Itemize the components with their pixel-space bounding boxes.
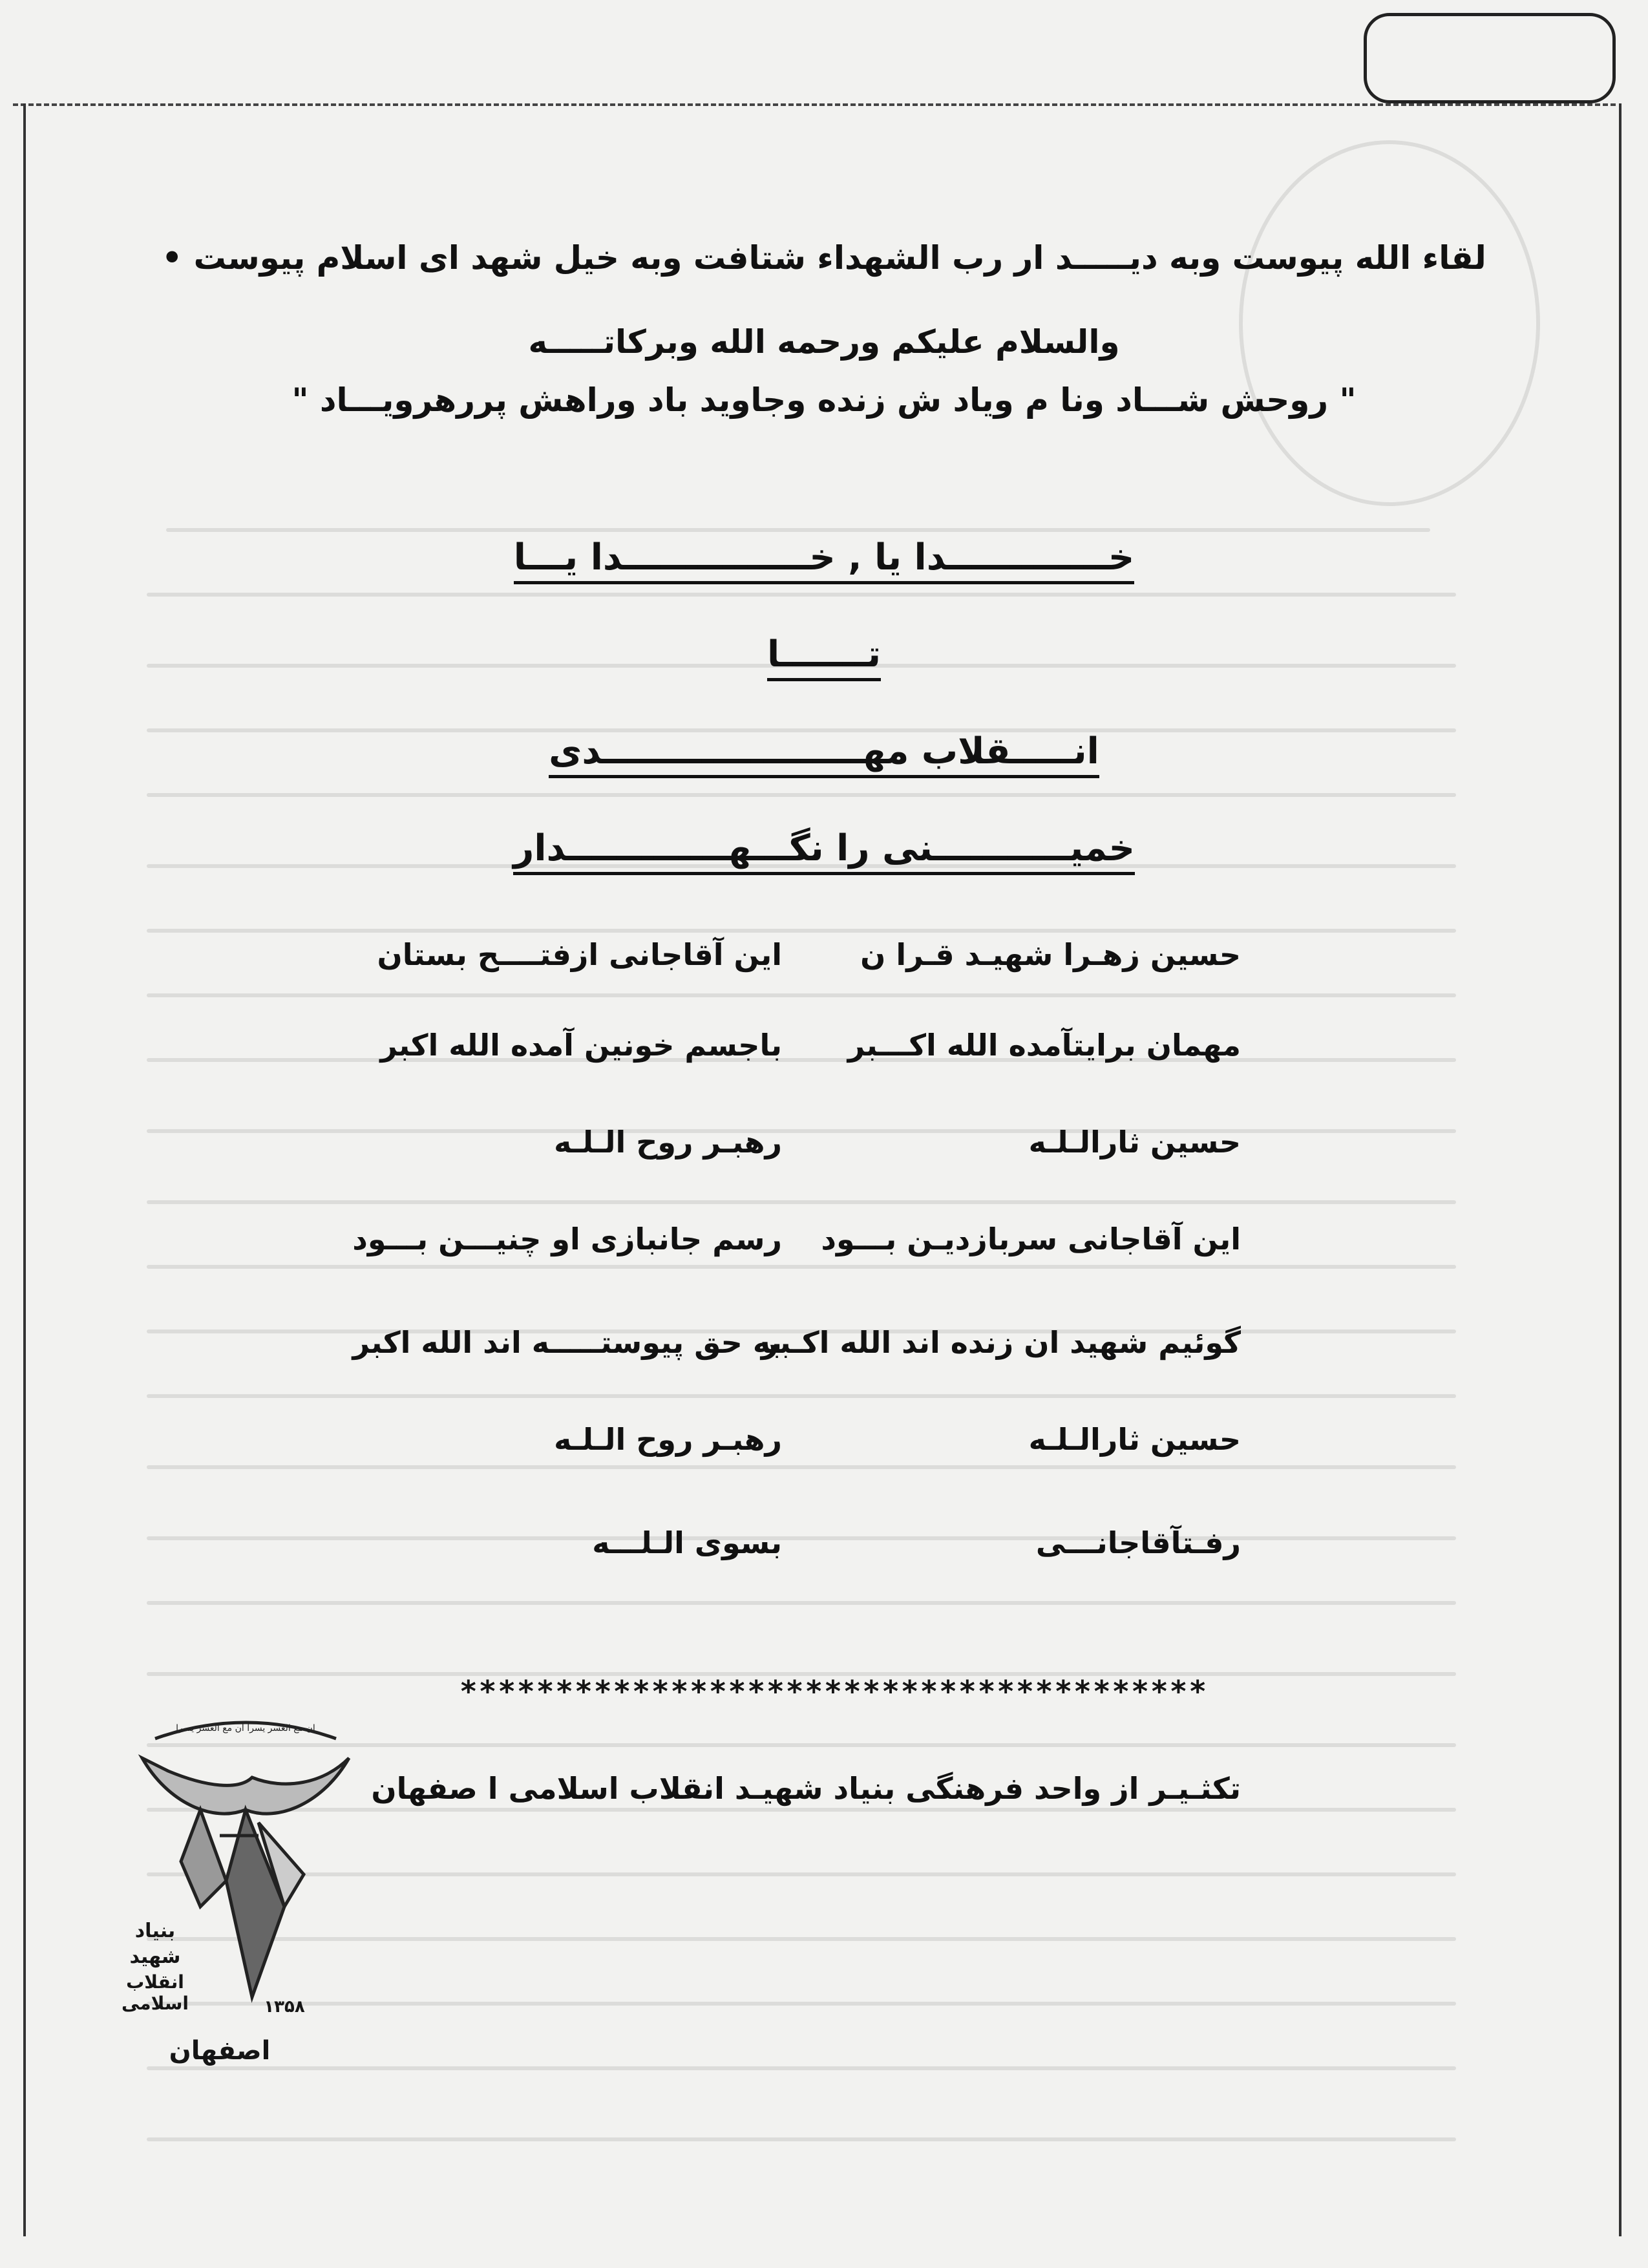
poem-line-6-right: حسین ثارالـلـه [1028, 1422, 1241, 1457]
logo-name-1: بنیاد [134, 1920, 176, 1942]
poem-line-3-left: رهبـر روح الـلـه [554, 1125, 782, 1160]
header-line-1: لقاء الله پیوست وبه دیـــــد ار رب الشهداء شتافت وبه خیل شهد ای اسلام پیوست • [162, 239, 1486, 277]
logo-name-2: شهید [129, 1945, 181, 1968]
poem-line-2-left: باجسم خونین آمده الله اکبر [380, 1028, 782, 1063]
poem-line-7-right: رفـتآقاجانـــی [1035, 1525, 1241, 1560]
slogan-3: انـــــقلاب مهـــــــــــــــــــــدی [0, 730, 1648, 772]
header-line-2: والسلام علیکم ورحمه الله وبرکاتـــــه [528, 323, 1120, 361]
star-separator: *************************************** [459, 1674, 1209, 1709]
slogan-1: خـــــــــــــدا یا , خـــــــــــــــدا یـــا [0, 536, 1648, 578]
poem-line-3-right: حسین ثارالـلـه [1028, 1125, 1241, 1160]
poem-line-1-left: این آقاجانی ازفتــــح بستان [377, 937, 782, 972]
slogan-2: تـــــــا [0, 633, 1648, 675]
poem-line-5-left: به حق پیوستـــــه اند الله اکبر [352, 1325, 782, 1360]
logo-city: اصفهان [169, 2036, 271, 2066]
poem-line-7-left: بسوی الـلـــه [592, 1525, 782, 1560]
footer-credit: تکثـیـر از واحد فرهنگی بنیاد شهیـد انقلاب اسلامی ا صفهان [371, 1771, 1241, 1806]
poem-line-6-left: رهبـر روح الـلـه [554, 1422, 782, 1457]
foundation-logo [121, 1713, 362, 2075]
poem-line-1-right: حسین زهـرا شهیـد قـرا ن [860, 937, 1241, 972]
poem-line-2-right: مهمان برایتآمده الله اکـــبر [847, 1028, 1241, 1063]
logo-name-3: انقلاب اسلامی [121, 1971, 189, 2014]
poem-line-4-right: این آقاجانی سربازدیـن بـــود [821, 1222, 1241, 1256]
header-line-3: " روحش شـــاد ونا م ویاد ش زنده وجاوید باد وراهش پررهرویـــاد " [291, 381, 1357, 419]
slogan-4: خمیـــــــــــنی را نگـــهـــــــــــــدار [0, 827, 1648, 869]
poem-line-4-left: رسم جانبازی او چنیـــن بـــود [352, 1222, 782, 1256]
poem-line-5-right: گوئیم شهید ان زنده اند الله اکـبر [761, 1325, 1241, 1360]
logo-arc-text: ان مع العسر یسرا ان مع العسر یسرا [176, 1723, 315, 1733]
logo-year: ۱۳۵۸ [264, 1997, 305, 2017]
